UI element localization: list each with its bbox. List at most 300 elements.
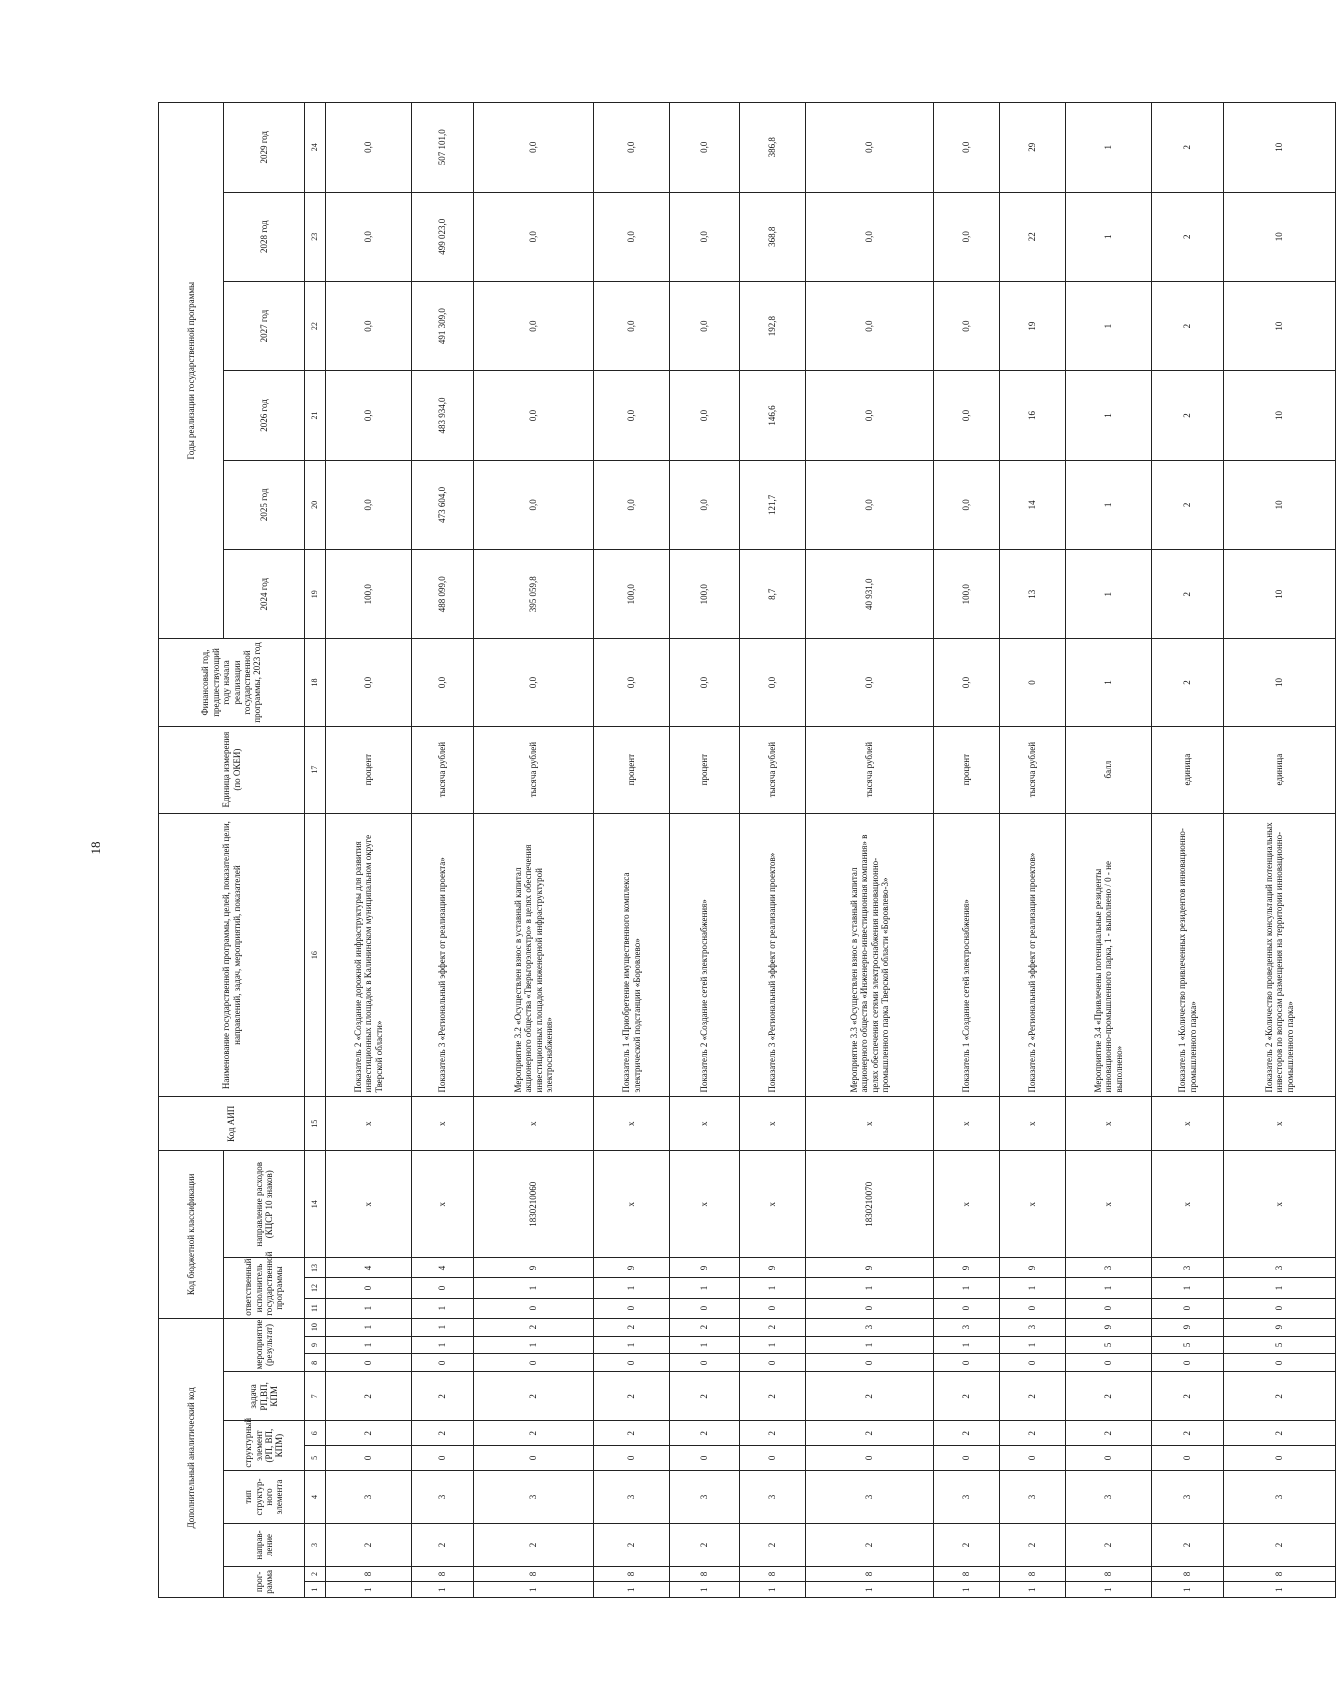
header-year-2029: 2029 год [224, 103, 305, 193]
code-cell: 2 [1152, 1421, 1224, 1446]
code-cell: 0 [474, 1298, 594, 1318]
column-number: 12 [305, 1278, 326, 1298]
code-cell: 0 [740, 1446, 806, 1471]
kod-aip-cell: х [326, 1097, 412, 1151]
unit-cell: единица [1152, 726, 1224, 813]
code-cell: 9 [670, 1258, 740, 1278]
code-cell: 1 [1000, 1336, 1066, 1354]
year-value-cell: 488 099,0 [412, 550, 474, 639]
year-value-cell: 14 [1000, 460, 1066, 549]
code-cell: 0 [1066, 1298, 1152, 1318]
header-measure: мероприятие (результат) [224, 1318, 305, 1372]
year-value-cell: 1 [1066, 371, 1152, 460]
code-cell: 1 [474, 1278, 594, 1298]
code-cell: 5 [1152, 1336, 1224, 1354]
code-cell: 1 [326, 1582, 412, 1598]
table-row [1224, 103, 1336, 1598]
year-value-cell: 368,8 [740, 192, 806, 281]
header-kod-aip: Код АИП [159, 1097, 305, 1151]
code-cell: 8 [326, 1566, 412, 1582]
code-cell: 5 [1066, 1336, 1152, 1354]
code-cell: 2 [1224, 1421, 1336, 1446]
year-value-cell: 2 [1152, 192, 1224, 281]
header-year-2027: 2027 год [224, 281, 305, 370]
code-cell: 8 [1224, 1566, 1336, 1582]
code-cell: 0 [412, 1354, 474, 1372]
code-cell: 2 [1000, 1372, 1066, 1421]
kod-aip-cell: х [1000, 1097, 1066, 1151]
fin-year-cell: 0 [1000, 639, 1066, 726]
column-number: 14 [305, 1151, 326, 1258]
code-cell: 0 [670, 1298, 740, 1318]
header-program: прог-рамма [224, 1566, 305, 1597]
year-value-cell: 2 [1152, 550, 1224, 639]
year-value-cell: 2 [1152, 371, 1224, 460]
year-value-cell: 0,0 [326, 192, 412, 281]
code-cell: 1 [412, 1318, 474, 1336]
name-cell: Показатель 2 «Региональный эффект от реализации проектов» [1000, 813, 1066, 1097]
code-cell: 2 [740, 1524, 806, 1566]
code-cell: 1 [1152, 1278, 1224, 1298]
table-row [1152, 103, 1224, 1598]
table-row [326, 103, 412, 1598]
code-cell: 2 [806, 1524, 934, 1566]
code-cell: 2 [1152, 1524, 1224, 1566]
year-value-cell: 491 309,0 [412, 281, 474, 370]
unit-cell: балл [1066, 726, 1152, 813]
year-value-cell: 0,0 [474, 371, 594, 460]
code-cell: 2 [670, 1421, 740, 1446]
column-number: 8 [305, 1354, 326, 1372]
code-cell: 0 [1224, 1298, 1336, 1318]
name-cell: Показатель 3 «Региональный эффект от реализации проекта» [412, 813, 474, 1097]
column-number: 1 [305, 1582, 326, 1598]
header-year-2024: 2024 год [224, 550, 305, 639]
year-value-cell: 22 [1000, 192, 1066, 281]
kod-aip-cell: х [1152, 1097, 1224, 1151]
year-value-cell: 40 931,0 [806, 550, 934, 639]
year-value-cell: 0,0 [934, 371, 1000, 460]
year-value-cell: 0,0 [670, 192, 740, 281]
code-cell: 1 [670, 1336, 740, 1354]
year-value-cell: 10 [1224, 281, 1336, 370]
code-cell: 0 [594, 1446, 670, 1471]
code-cell: 3 [1066, 1470, 1152, 1524]
table-row [474, 103, 594, 1598]
year-value-cell: 0,0 [934, 192, 1000, 281]
code-cell: 3 [1224, 1258, 1336, 1278]
year-value-cell: 100,0 [670, 550, 740, 639]
year-value-cell: 10 [1224, 460, 1336, 549]
code-cell: 8 [474, 1566, 594, 1582]
year-value-cell: 507 101,0 [412, 103, 474, 193]
table-row [1000, 103, 1066, 1598]
year-value-cell: 0,0 [806, 192, 934, 281]
kod-aip-cell: х [1224, 1097, 1336, 1151]
code-cell: 3 [934, 1318, 1000, 1336]
code-cell: 1 [1224, 1278, 1336, 1298]
fin-year-cell: 0,0 [934, 639, 1000, 726]
column-number: 3 [305, 1524, 326, 1566]
code-cell: 2 [670, 1524, 740, 1566]
header-type-struct: тип структур-ного элемента [224, 1470, 305, 1524]
fin-year-cell: 0,0 [806, 639, 934, 726]
code-cell: 1 [740, 1278, 806, 1298]
code-cell: 0 [474, 1446, 594, 1471]
column-number: 2 [305, 1566, 326, 1582]
year-value-cell: 0,0 [326, 460, 412, 549]
expense-dir-cell: х [1152, 1151, 1224, 1258]
year-value-cell: 473 604,0 [412, 460, 474, 549]
year-value-cell: 29 [1000, 103, 1066, 193]
expense-dir-cell: х [326, 1151, 412, 1258]
code-cell: 9 [1066, 1318, 1152, 1336]
code-cell: 0 [806, 1446, 934, 1471]
year-value-cell: 0,0 [670, 281, 740, 370]
code-cell: 2 [1066, 1372, 1152, 1421]
name-cell: Показатель 2 «Создание дорожной инфраструктуры для развития инвестиционных площадок в Калининском муниципальном округе Тверской области» [326, 813, 412, 1097]
fin-year-cell: 0,0 [326, 639, 412, 726]
code-cell: 0 [1066, 1354, 1152, 1372]
year-value-cell: 100,0 [594, 550, 670, 639]
year-value-cell: 0,0 [670, 103, 740, 193]
kod-aip-cell: х [1066, 1097, 1152, 1151]
code-cell: 2 [412, 1421, 474, 1446]
code-cell: 1 [1000, 1582, 1066, 1598]
column-number: 17 [305, 726, 326, 813]
code-cell: 1 [1224, 1582, 1336, 1598]
code-cell: 1 [326, 1318, 412, 1336]
year-value-cell: 146,6 [740, 371, 806, 460]
code-cell: 3 [740, 1470, 806, 1524]
unit-cell: процент [594, 726, 670, 813]
code-cell: 0 [474, 1354, 594, 1372]
code-cell: 3 [326, 1470, 412, 1524]
code-cell: 0 [1224, 1446, 1336, 1471]
name-cell: Показатель 2 «Создание сетей электроснабжения» [670, 813, 740, 1097]
code-cell: 2 [670, 1318, 740, 1336]
unit-cell: процент [934, 726, 1000, 813]
code-cell: 2 [1066, 1421, 1152, 1446]
column-number: 13 [305, 1258, 326, 1278]
code-cell: 2 [934, 1372, 1000, 1421]
header-years-group: Годы реализации государственной программы [159, 103, 224, 639]
code-cell: 1 [594, 1278, 670, 1298]
code-cell: 3 [412, 1470, 474, 1524]
code-cell: 2 [670, 1372, 740, 1421]
code-cell: 0 [412, 1278, 474, 1298]
expense-dir-cell: х [1000, 1151, 1066, 1258]
name-cell: Показатель 2 «Количество проведенных консультаций потенциальных инвесторов по вопросам размещения на территории инновационно-промышленного парка» [1224, 813, 1336, 1097]
expense-dir-cell: х [412, 1151, 474, 1258]
code-cell: 3 [1000, 1318, 1066, 1336]
table-row [594, 103, 670, 1598]
code-cell: 2 [326, 1372, 412, 1421]
fin-year-cell: 0,0 [670, 639, 740, 726]
name-cell: Показатель 1 «Приобретение имущественного комплекса электрической подстанции «Боровлево» [594, 813, 670, 1097]
code-cell: 0 [326, 1278, 412, 1298]
code-cell: 1 [474, 1336, 594, 1354]
header-analytic-code: Дополнительный аналитический код [159, 1318, 224, 1597]
header-direction: направ-ление [224, 1524, 305, 1566]
year-value-cell: 0,0 [326, 103, 412, 193]
code-cell: 2 [326, 1524, 412, 1566]
code-cell: 9 [1000, 1258, 1066, 1278]
code-cell: 0 [740, 1354, 806, 1372]
table-row [934, 103, 1000, 1598]
column-number: 21 [305, 371, 326, 460]
code-cell: 1 [1000, 1278, 1066, 1298]
code-cell: 1 [740, 1582, 806, 1598]
code-cell: 3 [806, 1470, 934, 1524]
year-value-cell: 0,0 [806, 103, 934, 193]
unit-cell: процент [326, 726, 412, 813]
code-cell: 0 [670, 1354, 740, 1372]
fin-year-cell: 2 [1152, 639, 1224, 726]
year-value-cell: 0,0 [594, 103, 670, 193]
code-cell: 0 [806, 1354, 934, 1372]
code-cell: 2 [594, 1524, 670, 1566]
unit-cell: тысяча рублей [412, 726, 474, 813]
header-expense-dir: направление расходов (КЦСР 10 знаков) [224, 1151, 305, 1258]
header-budget-code: Код бюджетной классификации [159, 1151, 224, 1319]
year-value-cell: 2 [1152, 281, 1224, 370]
header-year-2028: 2028 год [224, 192, 305, 281]
code-cell: 0 [934, 1354, 1000, 1372]
name-cell: Показатель 3 «Региональный эффект от реализации проектов» [740, 813, 806, 1097]
code-cell: 0 [1152, 1298, 1224, 1318]
name-cell: Мероприятие 3.3 «Осуществлен взнос в уставный капитал акционерного общества «Инженерно-инвестиционная компания» в целях обеспечения сетями электроснабжения инновационно-промышленного парка Тверской области «Боровлево-3» [806, 813, 934, 1097]
code-cell: 3 [1152, 1470, 1224, 1524]
code-cell: 1 [934, 1278, 1000, 1298]
name-cell: Мероприятие 3.2 «Осуществлен взнос в уставный капитал акционерного общества «Тверьгорэлектро» в целях обеспечения инвестиционных площадок инженерной инфраструктурой электроснабжения» [474, 813, 594, 1097]
code-cell: 2 [934, 1524, 1000, 1566]
column-number: 9 [305, 1336, 326, 1354]
code-cell: 9 [1224, 1318, 1336, 1336]
column-number: 4 [305, 1470, 326, 1524]
expense-dir-cell: 1830210060 [474, 1151, 594, 1258]
code-cell: 8 [740, 1566, 806, 1582]
header-name: Наименование государственной программы, целей, показателей цели, направлений, задач, мероприятий, показателей [159, 813, 305, 1097]
year-value-cell: 2 [1152, 460, 1224, 549]
code-cell: 1 [412, 1336, 474, 1354]
table-row [670, 103, 740, 1598]
code-cell: 0 [326, 1446, 412, 1471]
code-cell: 2 [1152, 1372, 1224, 1421]
year-value-cell: 0,0 [474, 103, 594, 193]
column-number: 5 [305, 1446, 326, 1471]
rotated-table-wrapper [158, 102, 1295, 1598]
year-value-cell: 10 [1224, 192, 1336, 281]
code-cell: 1 [412, 1298, 474, 1318]
code-cell: 0 [1000, 1298, 1066, 1318]
year-value-cell: 0,0 [474, 460, 594, 549]
year-value-cell: 10 [1224, 103, 1336, 193]
year-value-cell: 0,0 [594, 371, 670, 460]
code-cell: 9 [740, 1258, 806, 1278]
year-value-cell: 483 934,0 [412, 371, 474, 460]
code-cell: 2 [474, 1318, 594, 1336]
year-value-cell: 0,0 [934, 460, 1000, 549]
year-value-cell: 1 [1066, 460, 1152, 549]
year-value-cell: 386,8 [740, 103, 806, 193]
code-cell: 8 [934, 1566, 1000, 1582]
code-cell: 1 [670, 1278, 740, 1298]
code-cell: 1 [326, 1336, 412, 1354]
code-cell: 2 [806, 1421, 934, 1446]
expense-dir-cell: х [670, 1151, 740, 1258]
code-cell: 3 [594, 1470, 670, 1524]
code-cell: 2 [474, 1372, 594, 1421]
code-cell: 2 [594, 1421, 670, 1446]
code-cell: 0 [1152, 1446, 1224, 1471]
code-cell: 1 [1066, 1582, 1152, 1598]
column-number: 6 [305, 1421, 326, 1446]
name-cell: Мероприятие 3.4 «Привлечены потенциальные резиденты инновационно-промышленного парка, 1 - выполнено / 0 - не выполнено» [1066, 813, 1152, 1097]
year-value-cell: 395 059,8 [474, 550, 594, 639]
year-value-cell: 0,0 [670, 460, 740, 549]
code-cell: 3 [806, 1318, 934, 1336]
year-value-cell: 1 [1066, 550, 1152, 639]
table-row [412, 103, 474, 1598]
code-cell: 0 [1000, 1354, 1066, 1372]
code-cell: 0 [670, 1446, 740, 1471]
code-cell: 2 [412, 1524, 474, 1566]
code-cell: 0 [1152, 1354, 1224, 1372]
column-number: 24 [305, 103, 326, 193]
code-cell: 9 [1152, 1318, 1224, 1336]
year-value-cell: 0,0 [806, 371, 934, 460]
name-cell: Показатель 1 «Создание сетей электроснабжения» [934, 813, 1000, 1097]
code-cell: 0 [934, 1446, 1000, 1471]
unit-cell: единица [1224, 726, 1336, 813]
fin-year-cell: 1 [1066, 639, 1152, 726]
code-cell: 1 [594, 1582, 670, 1598]
code-cell: 0 [740, 1298, 806, 1318]
code-cell: 3 [474, 1470, 594, 1524]
code-cell: 1 [670, 1582, 740, 1598]
code-cell: 2 [474, 1421, 594, 1446]
header-responsible: ответственный исполнитель государственной программы [224, 1258, 305, 1318]
expense-dir-cell: х [1066, 1151, 1152, 1258]
fin-year-cell: 0,0 [412, 639, 474, 726]
kod-aip-cell: х [740, 1097, 806, 1151]
code-cell: 3 [670, 1470, 740, 1524]
code-cell: 0 [594, 1354, 670, 1372]
code-cell: 1 [474, 1582, 594, 1598]
year-value-cell: 0,0 [474, 281, 594, 370]
code-cell: 1 [326, 1298, 412, 1318]
code-cell: 8 [1066, 1566, 1152, 1582]
code-cell: 1 [594, 1336, 670, 1354]
header-year-2025: 2025 год [224, 460, 305, 549]
page-number: 18 [88, 841, 103, 855]
code-cell: 8 [412, 1566, 474, 1582]
year-value-cell: 0,0 [806, 281, 934, 370]
code-cell: 0 [934, 1298, 1000, 1318]
code-cell: 8 [1000, 1566, 1066, 1582]
year-value-cell: 0,0 [594, 460, 670, 549]
unit-cell: тысяча рублей [740, 726, 806, 813]
expense-dir-cell: х [740, 1151, 806, 1258]
year-value-cell: 13 [1000, 550, 1066, 639]
code-cell: 0 [412, 1446, 474, 1471]
column-number: 23 [305, 192, 326, 281]
code-cell: 8 [1152, 1566, 1224, 1582]
code-cell: 3 [1224, 1470, 1336, 1524]
table-body [326, 103, 1336, 1598]
code-cell: 0 [1000, 1446, 1066, 1471]
unit-cell: тысяча рублей [806, 726, 934, 813]
code-cell: 8 [806, 1566, 934, 1582]
year-value-cell: 8,7 [740, 550, 806, 639]
header-task: задача РП,ВП, КПМ [224, 1372, 305, 1421]
year-value-cell: 0,0 [326, 281, 412, 370]
year-value-cell: 0,0 [806, 460, 934, 549]
year-value-cell: 10 [1224, 550, 1336, 639]
code-cell: 3 [1152, 1258, 1224, 1278]
program-table [158, 102, 1336, 1598]
code-cell: 1 [412, 1582, 474, 1598]
code-cell: 9 [806, 1258, 934, 1278]
header-year-2026: 2026 год [224, 371, 305, 460]
code-cell: 1 [806, 1336, 934, 1354]
code-cell: 9 [594, 1258, 670, 1278]
code-cell: 2 [1000, 1421, 1066, 1446]
code-cell: 2 [740, 1318, 806, 1336]
code-cell: 2 [934, 1421, 1000, 1446]
kod-aip-cell: х [806, 1097, 934, 1151]
table-row [806, 103, 934, 1598]
code-cell: 2 [806, 1372, 934, 1421]
fin-year-cell: 10 [1224, 639, 1336, 726]
code-cell: 2 [474, 1524, 594, 1566]
column-number: 20 [305, 460, 326, 549]
year-value-cell: 2 [1152, 103, 1224, 193]
year-value-cell: 1 [1066, 192, 1152, 281]
code-cell: 2 [740, 1421, 806, 1446]
kod-aip-cell: х [670, 1097, 740, 1151]
code-cell: 3 [934, 1470, 1000, 1524]
year-value-cell: 0,0 [934, 281, 1000, 370]
column-number-row [305, 103, 326, 1598]
header-unit: Единица измерения (по ОКЕИ) [159, 726, 305, 813]
code-cell: 1 [740, 1336, 806, 1354]
kod-aip-cell: х [474, 1097, 594, 1151]
unit-cell: процент [670, 726, 740, 813]
header-fin-year: Финансовый год, предшествующий году начала реализации государственной программы, 2023 год [159, 639, 305, 726]
year-value-cell: 0,0 [474, 192, 594, 281]
code-cell: 2 [1000, 1524, 1066, 1566]
year-value-cell: 121,7 [740, 460, 806, 549]
column-number: 22 [305, 281, 326, 370]
year-value-cell: 499 023,0 [412, 192, 474, 281]
column-number: 10 [305, 1318, 326, 1336]
code-cell: 8 [594, 1566, 670, 1582]
year-value-cell: 10 [1224, 371, 1336, 460]
year-value-cell: 0,0 [594, 192, 670, 281]
year-value-cell: 100,0 [326, 550, 412, 639]
code-cell: 0 [326, 1354, 412, 1372]
code-cell: 3 [1000, 1470, 1066, 1524]
code-cell: 1 [806, 1278, 934, 1298]
column-number: 18 [305, 639, 326, 726]
code-cell: 1 [806, 1582, 934, 1598]
code-cell: 1 [1066, 1278, 1152, 1298]
code-cell: 2 [1224, 1372, 1336, 1421]
year-value-cell: 1 [1066, 281, 1152, 370]
name-cell: Показатель 1 «Количество привлеченных резидентов инновационно-промышленного парка» [1152, 813, 1224, 1097]
